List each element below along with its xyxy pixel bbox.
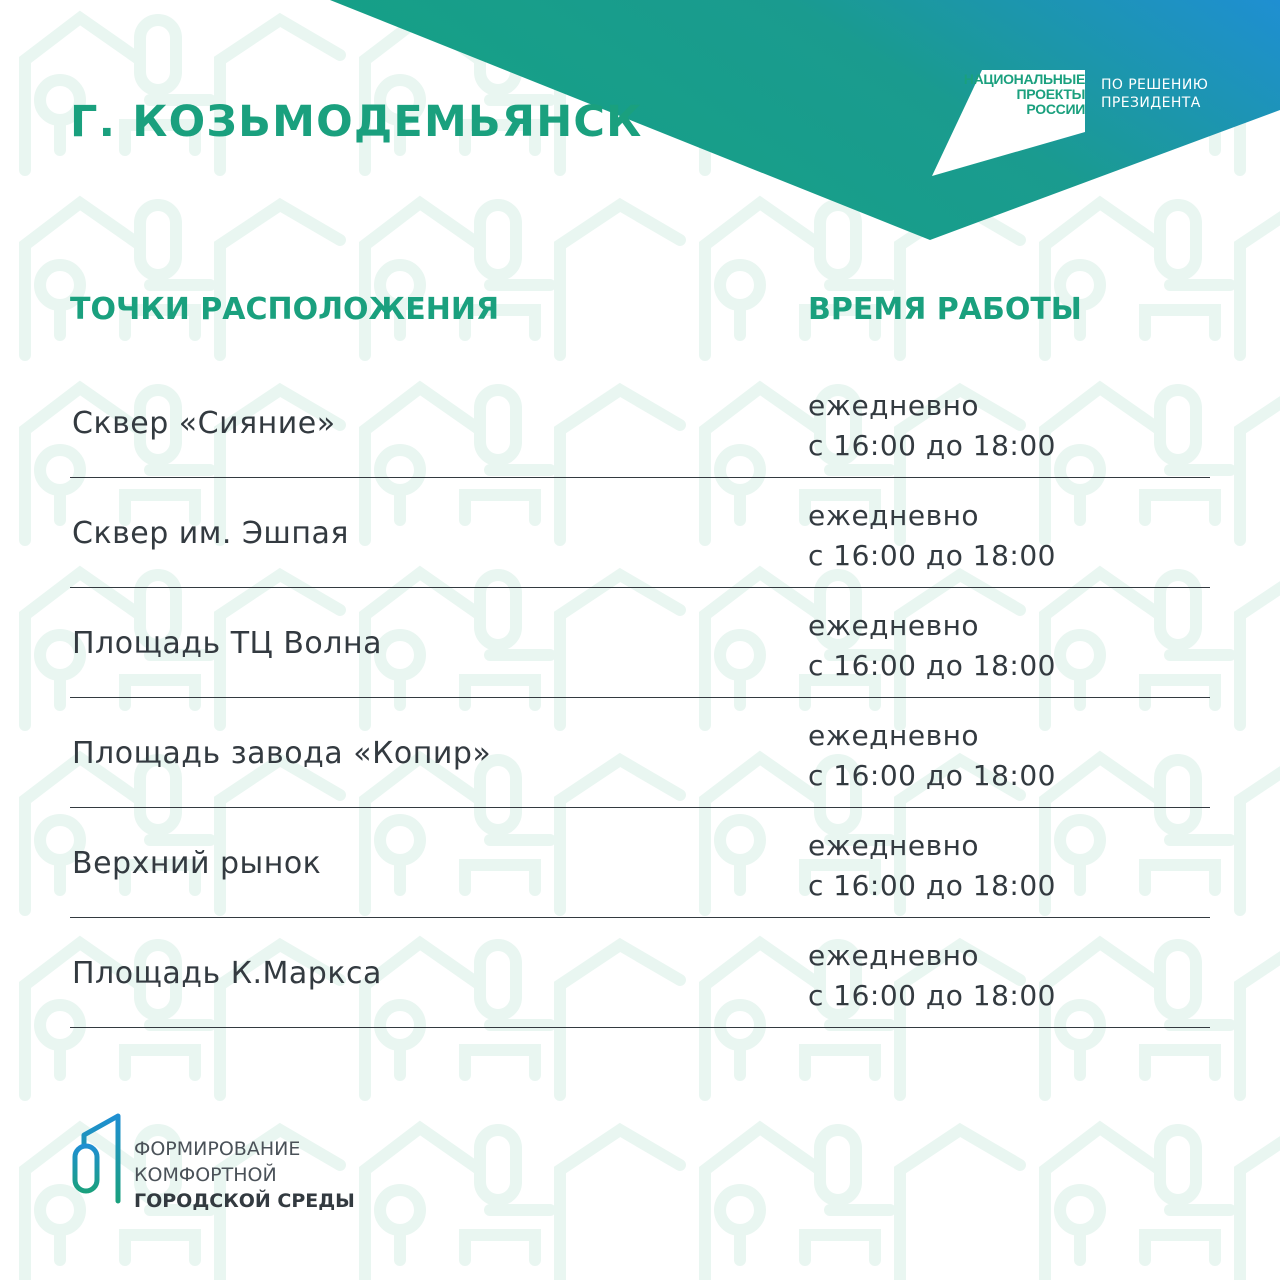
comfortable-environment-logo bbox=[72, 1113, 392, 1213]
national-projects-text bbox=[964, 72, 1085, 117]
national-projects-logo bbox=[930, 70, 1230, 180]
np-line-2: ПРОЕКТЫ bbox=[1016, 86, 1085, 102]
schedule-table bbox=[70, 368, 1210, 1028]
hours-column-header: ВРЕМЯ РАБОТЫ bbox=[808, 292, 1082, 327]
house-tree-logo-icon bbox=[72, 1113, 124, 1208]
working-hours bbox=[808, 826, 1056, 906]
location-name: Верхний рынок bbox=[72, 846, 322, 881]
table-row bbox=[70, 588, 1210, 698]
working-time: с 16:00 до 18:00 bbox=[808, 869, 1056, 902]
location-name: Сквер «Сияние» bbox=[72, 406, 336, 441]
comfortable-environment-text bbox=[134, 1136, 355, 1214]
working-days: ежедневно bbox=[808, 389, 980, 422]
working-days: ежедневно bbox=[808, 719, 980, 752]
locations-column-header: ТОЧКИ РАСПОЛОЖЕНИЯ bbox=[70, 292, 500, 327]
footer-line-3: ГОРОДСКОЙ СРЕДЫ bbox=[134, 1190, 355, 1212]
np-line-1: НАЦИОНАЛЬНЫЕ bbox=[963, 71, 1085, 87]
working-time: с 16:00 до 18:00 bbox=[808, 539, 1056, 572]
location-name: Площадь ТЦ Волна bbox=[72, 626, 382, 661]
slogan-line-1: ПО РЕШЕНИЮ bbox=[1101, 77, 1209, 93]
location-name: Площадь завода «Копир» bbox=[72, 736, 492, 771]
table-row bbox=[70, 808, 1210, 918]
working-days: ежедневно bbox=[808, 609, 980, 642]
president-slogan bbox=[1101, 76, 1208, 112]
working-hours bbox=[808, 716, 1056, 796]
table-row bbox=[70, 698, 1210, 808]
city-title: Г. КОЗЬМОДЕМЬЯНСК bbox=[70, 97, 643, 147]
working-days: ежедневно bbox=[808, 939, 980, 972]
working-time: с 16:00 до 18:00 bbox=[808, 759, 1056, 792]
table-row bbox=[70, 918, 1210, 1028]
footer-line-1: ФОРМИРОВАНИЕ bbox=[134, 1138, 301, 1160]
slogan-line-2: ПРЕЗИДЕНТА bbox=[1101, 95, 1201, 111]
working-time: с 16:00 до 18:00 bbox=[808, 649, 1056, 682]
working-days: ежедневно bbox=[808, 829, 980, 862]
working-hours bbox=[808, 386, 1056, 466]
working-hours bbox=[808, 606, 1056, 686]
working-time: с 16:00 до 18:00 bbox=[808, 979, 1056, 1012]
working-hours bbox=[808, 496, 1056, 576]
table-row bbox=[70, 478, 1210, 588]
location-name: Площадь К.Маркса bbox=[72, 956, 382, 991]
footer-line-2: КОМФОРТНОЙ bbox=[134, 1164, 277, 1186]
location-name: Сквер им. Эшпая bbox=[72, 516, 349, 551]
np-line-3: РОССИИ bbox=[1026, 101, 1085, 117]
working-days: ежедневно bbox=[808, 499, 980, 532]
working-time: с 16:00 до 18:00 bbox=[808, 429, 1056, 462]
table-row bbox=[70, 368, 1210, 478]
working-hours bbox=[808, 936, 1056, 1016]
